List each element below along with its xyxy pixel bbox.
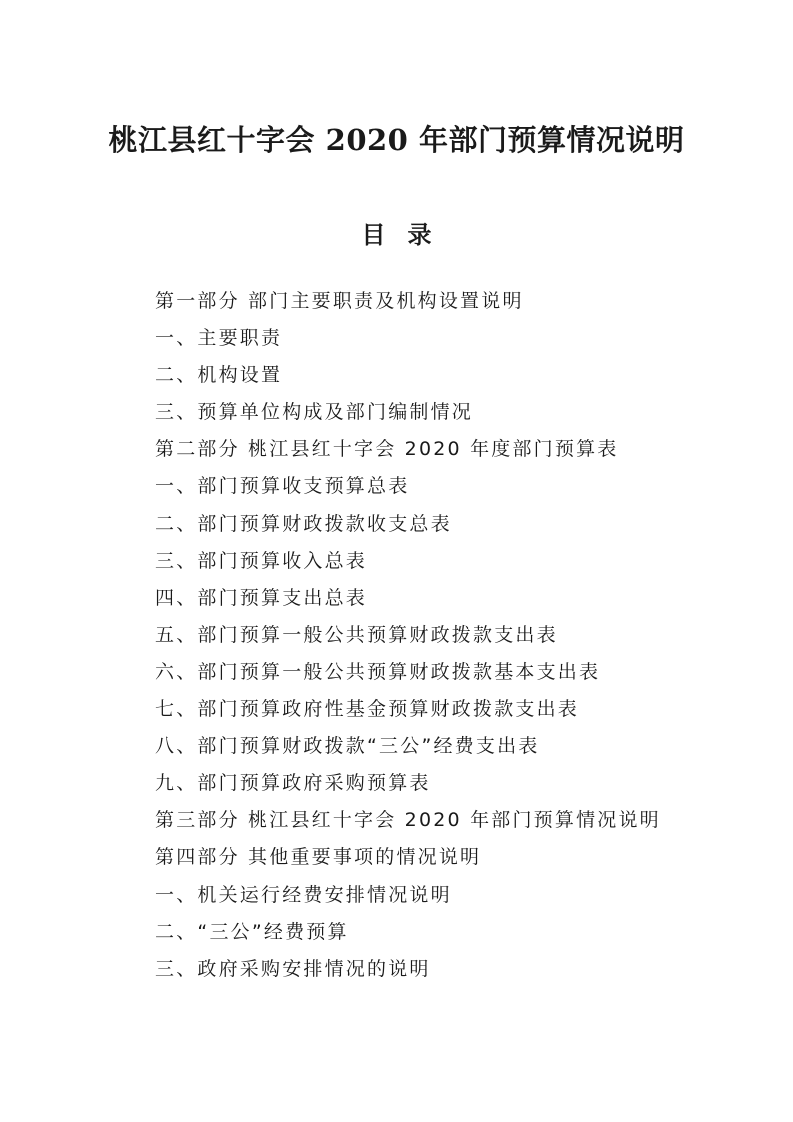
toc-item: 五、部门预算一般公共预算财政拨款支出表 (155, 623, 558, 646)
toc-item: 九、部门预算政府采购预算表 (155, 772, 431, 795)
toc-item: 八、部门预算财政拨款“三公”经费支出表 (155, 735, 540, 758)
toc-item: 三、预算单位构成及部门编制情况 (155, 401, 474, 424)
toc-item: 二、部门预算财政拨款收支总表 (155, 512, 452, 535)
toc-item: 第三部分 桃江县红十字会 2020 年部门预算情况说明 (155, 809, 661, 832)
toc-heading-char-1: 目 (361, 220, 386, 249)
toc-item: 一、机关运行经费安排情况说明 (155, 883, 452, 906)
toc-item: 一、主要职责 (155, 327, 283, 350)
toc-item: 七、部门预算政府性基金预算财政拨款支出表 (155, 698, 580, 721)
toc-item: 二、“三公”经费预算 (155, 920, 349, 943)
toc-item: 二、机构设置 (155, 364, 283, 387)
toc-item: 三、政府采购安排情况的说明 (155, 957, 431, 980)
toc-heading (0, 218, 793, 252)
toc-item: 三、部门预算收入总表 (155, 549, 368, 572)
toc-item: 四、部门预算支出总表 (155, 586, 368, 609)
toc-heading-char-2: 录 (407, 220, 432, 249)
toc-item: 六、部门预算一般公共预算财政拨款基本支出表 (155, 660, 601, 683)
document-title: 桃江县红十字会 2020 年部门预算情况说明 (108, 123, 685, 157)
table-of-contents (155, 283, 765, 988)
toc-item: 一、部门预算收支预算总表 (155, 475, 410, 498)
toc-item: 第二部分 桃江县红十字会 2020 年度部门预算表 (155, 438, 619, 461)
toc-item: 第一部分 部门主要职责及机构设置说明 (155, 290, 524, 312)
toc-item: 第四部分 其他重要事项的情况说明 (155, 846, 482, 869)
